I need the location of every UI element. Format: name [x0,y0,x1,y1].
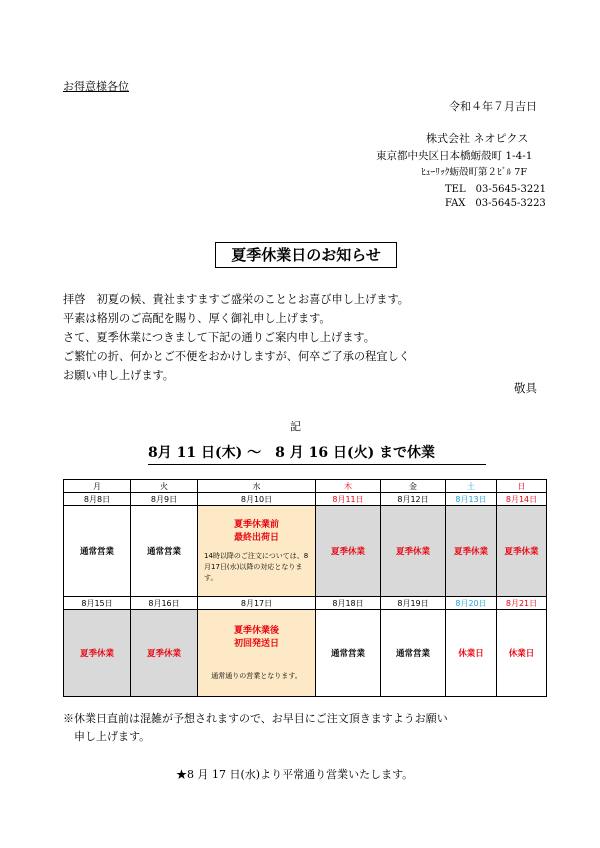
date-cell: 8月19日 [381,597,446,610]
holiday-period: 8月 11 日(木) ～ 8 月 16 日(火) まで休業 [148,442,486,465]
company-address: 東京都中央区日本橋蛎殻町 1-4-1 [376,150,533,162]
weekday-row [64,480,547,493]
date-cell: 8月15日 [64,597,131,610]
note-line: 申し上げます。 [63,730,151,743]
week1-date-row [64,493,547,506]
holiday-calendar [63,479,547,697]
date-cell: 8月16日 [131,597,198,610]
week2-status-row [64,610,547,697]
week1-status-row [64,506,547,597]
date-cell: 8月12日 [381,493,446,506]
last-shipping-title-2: 最終出荷日 [233,532,279,543]
company-fax: FAX 03-5645-3223 [445,198,546,209]
date-cell: 8月13日 [446,493,497,506]
company-building: ﾋｭｰﾘｯｸ蛎殻町第２ﾋﾞﾙ 7F [421,167,527,178]
status-summer-off: 夏季休業 [446,506,497,597]
greeting-body [63,290,410,385]
status-summer-off: 夏季休業 [64,610,131,697]
first-shipping-title-2: 初回発送日 [233,639,279,649]
resume-notice: ★8 月 17 日(水)より平常通り営業いたします。 [176,768,414,781]
body-line: お願い申し上げます。 [63,369,174,382]
weekday-tue: 火 [131,480,198,493]
date-cell: 8月21日 [497,597,547,610]
date-cell: 8月9日 [131,493,198,506]
company-name: 株式会社 ネオピクス [426,132,529,145]
weekday-thu: 木 [316,480,381,493]
closing-word: 敬具 [514,381,537,395]
weekday-mon: 月 [64,480,131,493]
status-summer-off: 夏季休業 [316,506,381,597]
company-tel: TEL 03-5645-3221 [445,184,546,195]
ki-heading: 記 [290,420,301,433]
issue-date: 令和４年７月吉日 [449,100,537,113]
last-shipping-title-1: 夏季休業前 [233,519,279,530]
status-normal: 通常営業 [131,506,198,597]
body-line: さて、夏季休業につきまして下記の通りご案内申し上げます。 [63,331,375,344]
order-advice-note [63,710,448,746]
date-cell: 8月10日 [198,493,316,506]
last-shipping-note: 14時以降のご注文については、8月17日(水)以降の対応となります。 [204,551,309,582]
date-cell: 8月17日 [198,597,316,610]
first-shipping-day-cell [198,610,316,697]
note-line: ※休業日直前は混雑が予想されますので、お早目にご注文頂きますようお願い [63,712,448,725]
date-cell: 8月20日 [446,597,497,610]
weekday-fri: 金 [381,480,446,493]
status-summer-off: 夏季休業 [381,506,446,597]
addressee: お得意様各位 [63,80,129,93]
last-shipping-day-cell [198,506,316,597]
week2-date-row [64,597,547,610]
status-normal: 通常営業 [381,610,446,697]
status-holiday: 休業日 [446,610,497,697]
body-line: 拝啓 初夏の候、貴社ますますご盛栄のこととお喜び申し上げます。 [63,293,409,306]
status-holiday: 休業日 [497,610,547,697]
body-line: 平素は格別のご高配を賜り、厚く御礼申し上げます。 [63,312,331,325]
status-normal: 通常営業 [316,610,381,697]
status-summer-off: 夏季休業 [497,506,547,597]
status-normal: 通常営業 [64,506,131,597]
date-cell: 8月14日 [497,493,547,506]
first-shipping-note: 通常通りの営業となります。 [211,672,302,680]
date-cell: 8月18日 [316,597,381,610]
body-line: ご繁忙の折、何かとご不便をおかけしますが、何卒ご了承の程宜しく [63,350,410,363]
weekday-wed: 水 [198,480,316,493]
first-shipping-title-1: 夏季休業後 [233,626,279,636]
weekday-sun: 日 [497,480,547,493]
weekday-sat: 土 [446,480,497,493]
notice-title: 夏季休業日のお知らせ [215,242,397,268]
date-cell: 8月11日 [316,493,381,506]
date-cell: 8月8日 [64,493,131,506]
status-summer-off: 夏季休業 [131,610,198,697]
